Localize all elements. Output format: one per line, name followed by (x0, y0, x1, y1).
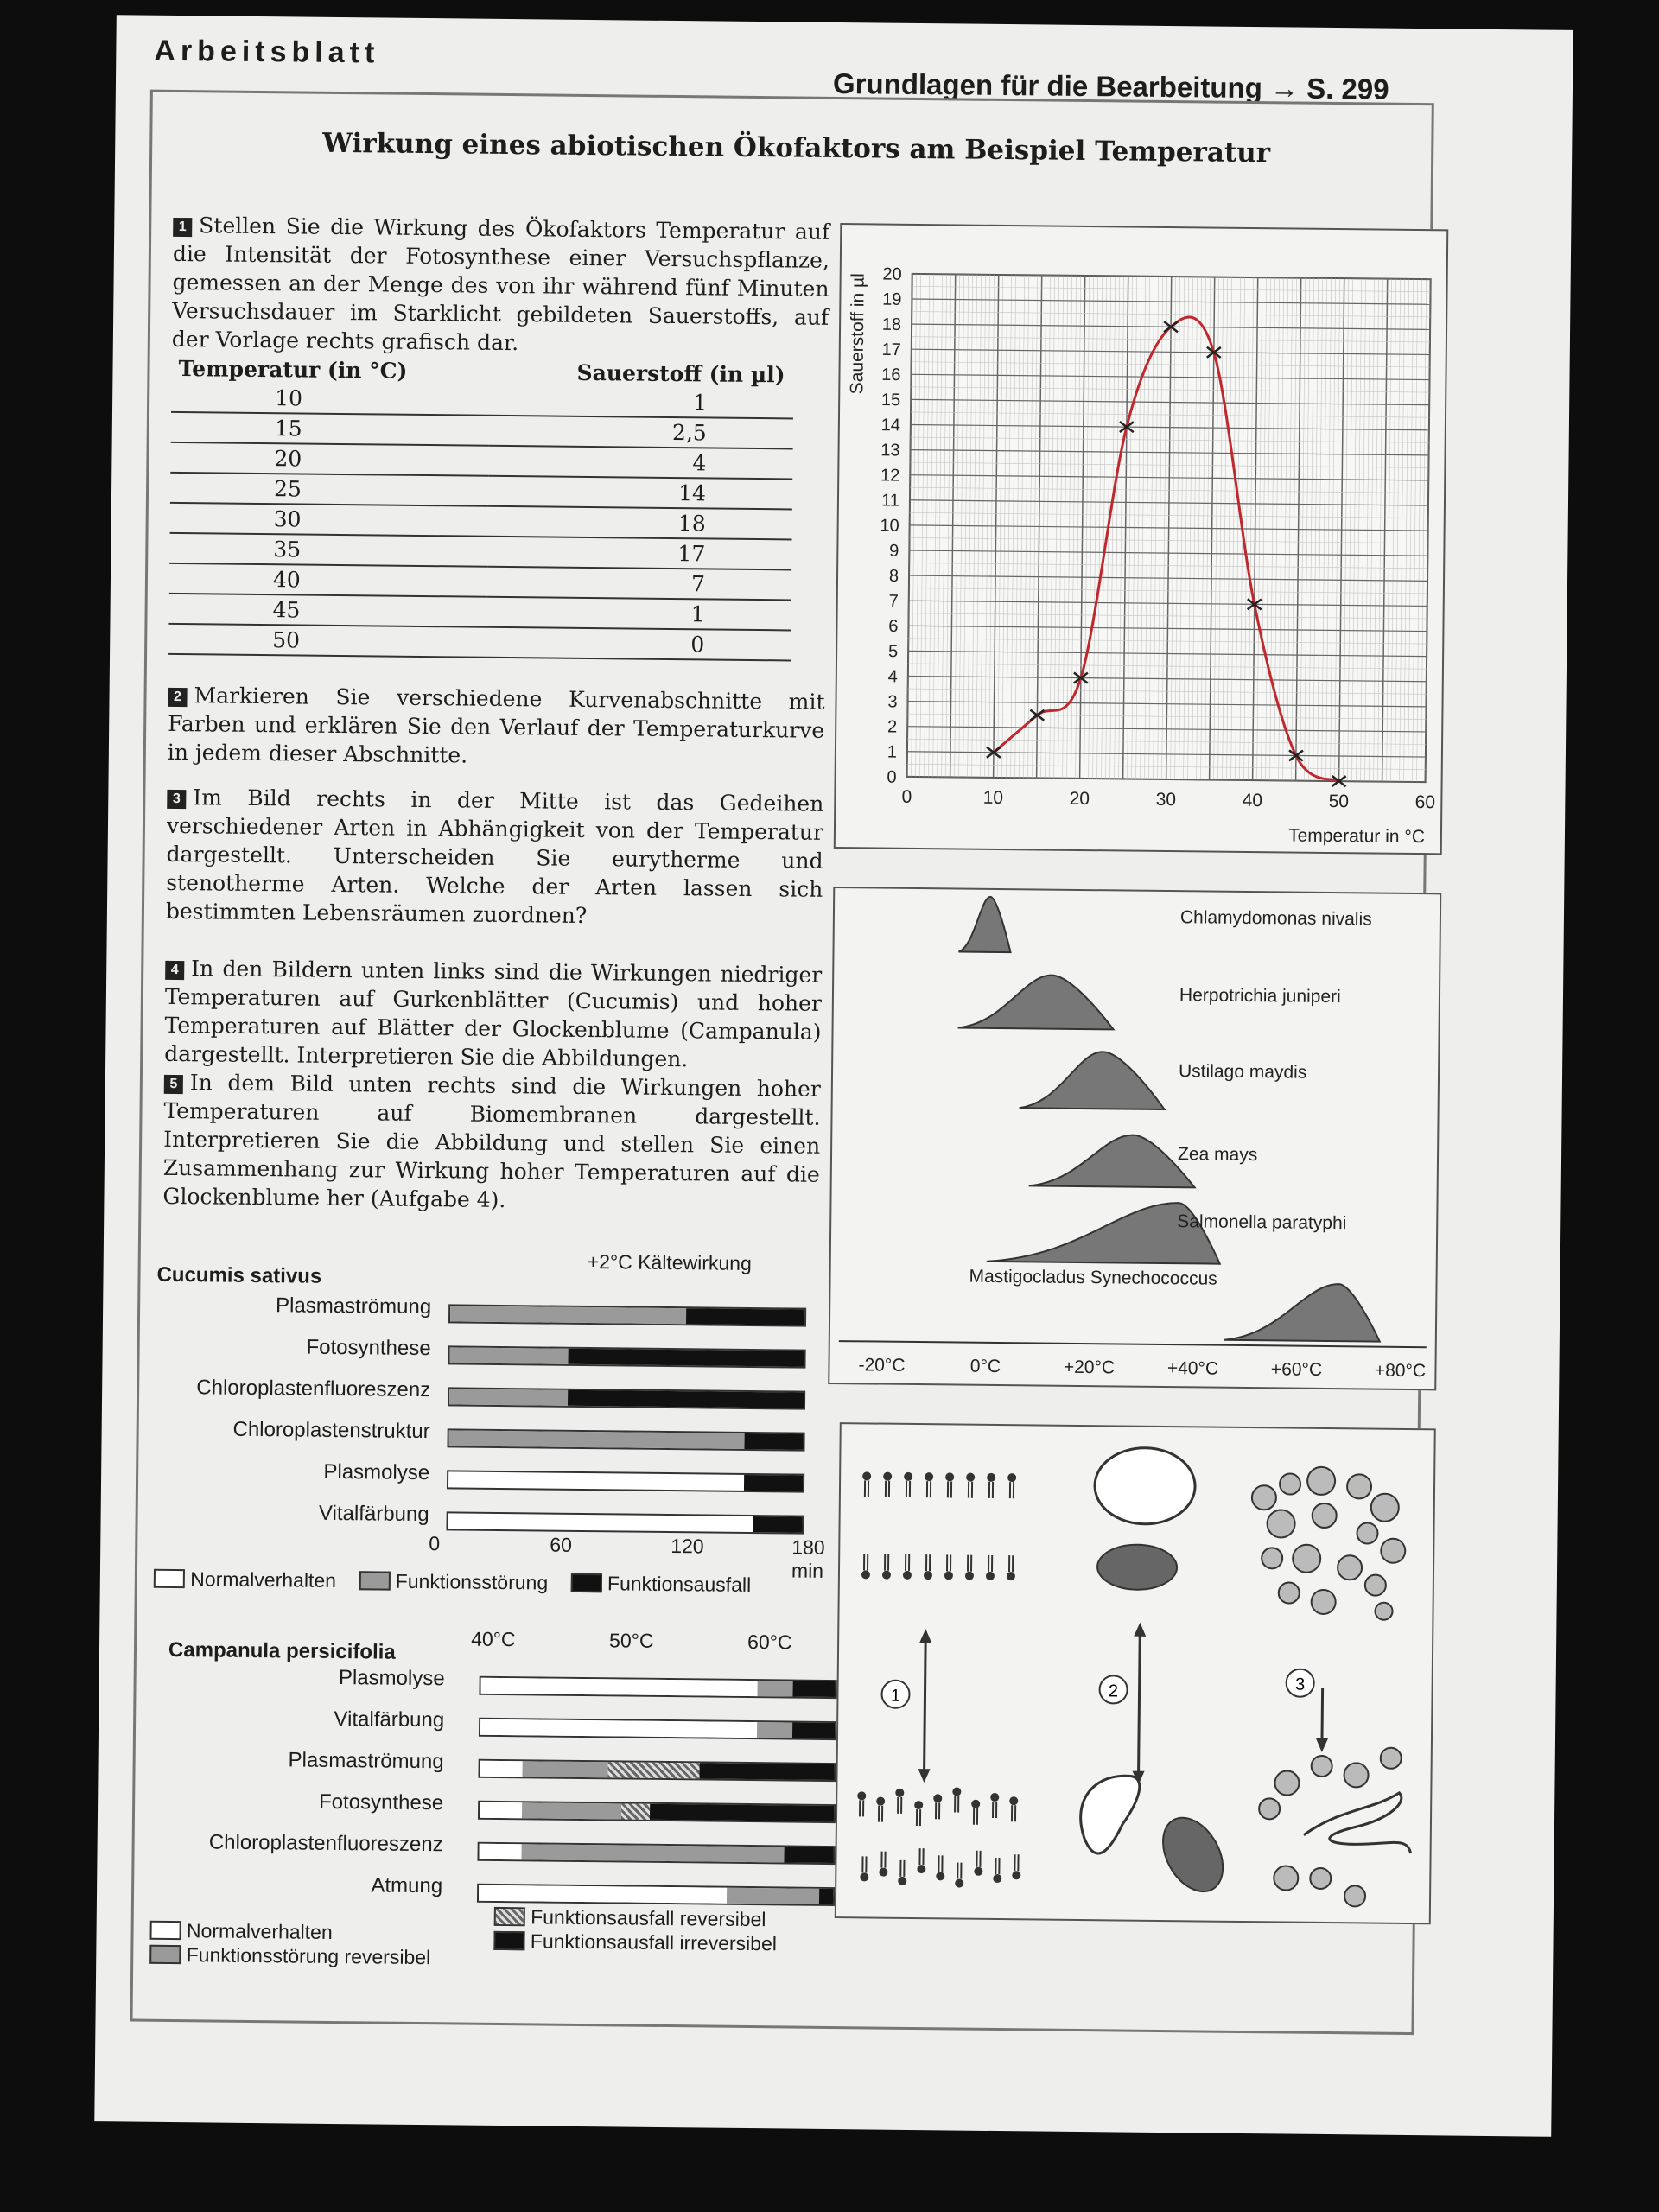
double-arrow-icon (1132, 1623, 1146, 1785)
x-tick-label: 0°C (969, 1356, 1001, 1377)
bar-label: Chloroplastenstruktur (232, 1417, 430, 1444)
bar-track (478, 1801, 836, 1823)
cucumis-bar-chart (135, 1287, 829, 1554)
x-tick-label: 60°C (747, 1630, 792, 1654)
legend-swatch-reversible (494, 1907, 525, 1926)
bar-segment (819, 1889, 834, 1904)
vesicle (1259, 1798, 1280, 1819)
bar-segment-stoerung (448, 1430, 744, 1449)
bar-segment-stoerung (450, 1306, 687, 1324)
temperature-cell: 40 (169, 563, 487, 597)
bar-label: Plasmaströmung (275, 1294, 432, 1319)
task-text: In dem Bild unten rechts sind die Wirkungen hoher Temperaturen auf Biomembranen dargestellt. Interpretieren Sie die Abbildung und stellen Sie einen Zusammenhang zur Wirkung hoher Temperaturen auf die Glockenblume her (Aufgabe 4). (162, 1070, 821, 1213)
x-tick-label: +80°C (1374, 1360, 1427, 1382)
task-text: In den Bildern unten links sind die Wirkungen niedriger Temperaturen auf Gurkenblätter (Cucumis) und hoher Temperaturen auf Blätter der Glockenblume (Campanula) dargestellt. Interpretieren Sie die Abbildungen. (164, 956, 823, 1072)
temperature-cell: 25 (170, 473, 488, 506)
bar-segment (480, 1802, 522, 1819)
species-temperature-chart (830, 888, 1440, 1389)
legend-swatch-irreversible (493, 1931, 524, 1950)
task-5 (162, 1068, 821, 1217)
bar-label: Fotosynthese (306, 1335, 431, 1361)
double-arrow-icon (918, 1629, 931, 1783)
species-label: Chlamydomonas nivalis (1179, 907, 1372, 930)
bar-segment (757, 1681, 792, 1696)
task-number: 1 (173, 218, 192, 237)
species-label: Ustilago maydis (1178, 1061, 1307, 1083)
y-tick-label: 15 (880, 391, 901, 410)
bar-segment-ausfall (744, 1433, 804, 1450)
vesicle (1347, 1474, 1371, 1498)
y-tick-label: 1 (887, 742, 898, 762)
legend-label: Normalverhalten (190, 1567, 337, 1592)
bar-segment (607, 1762, 700, 1778)
task-text: Stellen Sie die Wirkung des Ökofaktors Temperatur auf die Intensität der Fotosynthese einer Versuchspflanze, gemessen an der Menge des von ihr während fünf Minuten Versuchsdauer im Starklicht gebildeten Sauerstoffs, auf der Vorlage rechts grafisch dar. (171, 213, 830, 356)
temperature-cell: 50 (168, 624, 486, 658)
x-tick-label: 20 (1069, 788, 1090, 810)
denatured-protein-dark (1151, 1808, 1235, 1903)
bar-segment (479, 1885, 727, 1904)
species-tolerance-curve (1029, 1134, 1196, 1187)
oxygen-cell: 1 (486, 597, 791, 631)
oxygen-cell: 14 (488, 476, 792, 510)
step-3-label: 3 (1294, 1675, 1306, 1694)
vesicle (1381, 1539, 1405, 1563)
y-tick-label: 0 (887, 767, 897, 787)
y-tick-label: 20 (882, 264, 902, 284)
vesicle (1252, 1485, 1276, 1510)
bar-segment-ausfall (753, 1516, 803, 1533)
oxygen-cell: 7 (487, 567, 791, 601)
oxygen-cell: 17 (487, 537, 791, 570)
bar-segment (522, 1844, 785, 1862)
species-label: Herpotrichia juniperi (1179, 985, 1341, 1007)
legend-swatch-ausfall (570, 1573, 601, 1592)
task-4 (164, 954, 822, 1075)
membrane-diagram (836, 1424, 1434, 1923)
bar-track (447, 1428, 804, 1451)
y-tick-label: 18 (881, 315, 902, 334)
bar-track (477, 1884, 835, 1906)
bar-segment (792, 1681, 835, 1698)
y-tick-label: 10 (880, 516, 899, 536)
x-tick-label: 60 (1414, 792, 1436, 813)
vesicle (1310, 1868, 1331, 1889)
cucumis-title: Cucumis sativus (156, 1262, 322, 1288)
cucumis-treatment: +2°C Kältewirkung (587, 1250, 752, 1275)
oxygen-cell: 4 (488, 446, 792, 480)
species-tolerance-curve (1020, 1051, 1166, 1109)
bar-label: Plasmaströmung (288, 1748, 444, 1774)
bar-label: Vitalfärbung (318, 1501, 429, 1527)
x-axis-label: Temperatur in °C (1288, 825, 1426, 848)
species-tolerance-curve (1224, 1283, 1381, 1342)
bar-segment (700, 1763, 835, 1780)
page-title: Wirkung eines abiotischen Ökofaktors am Beispiel Temperatur (322, 127, 1271, 169)
bar-segment (784, 1847, 834, 1863)
y-axis-label: Sauerstoff in µl (847, 273, 868, 395)
oxygen-cell: 0 (486, 627, 791, 661)
vesicle (1375, 1603, 1392, 1620)
temperature-cell: 30 (170, 503, 488, 537)
oxygen-cell: 2,5 (489, 416, 793, 449)
legend-label: Normalverhalten (186, 1919, 333, 1943)
down-arrow-icon (1316, 1688, 1329, 1752)
disrupted-bilayer (856, 1786, 1021, 1888)
bar-segment-stoerung (449, 1389, 568, 1405)
legend-label: Funktionsstörung (395, 1569, 549, 1594)
task-number: 4 (165, 961, 184, 980)
x-tick-label: -20°C (858, 1355, 906, 1376)
vesicle (1381, 1748, 1402, 1769)
bar-label: Plasmolyse (323, 1459, 430, 1485)
y-tick-label: 8 (888, 566, 899, 586)
bar-track (448, 1345, 805, 1368)
x-tick-label: 10 (982, 787, 1004, 809)
step-1-label: 1 (890, 1686, 901, 1706)
vesicle (1274, 1866, 1298, 1890)
bar-label: Chloroplastenfluoreszenz (196, 1376, 431, 1402)
vesicle (1365, 1574, 1386, 1595)
y-tick-label: 4 (887, 667, 898, 687)
y-tick-label: 14 (880, 416, 901, 435)
task-text: Im Bild rechts in der Mitte ist das Gedeihen verschiedener Arten in Abhängigkeit von der Temperatur dargestellt. Unterscheiden Sie eurytherme und stenotherme Arten. Welche der Arten lassen sich bestimmten Lebensräumen zuordnen? (165, 785, 824, 928)
bar-label: Chloroplastenfluoreszenz (208, 1830, 443, 1857)
legend-label: Funktionsausfall irreversibel (530, 1929, 778, 1955)
x-tick-label: 120 (671, 1535, 704, 1558)
bar-track (447, 1470, 804, 1492)
campanula-bar-chart (149, 1657, 842, 1923)
bar-segment (480, 1719, 757, 1738)
species-chart-box (828, 887, 1441, 1390)
x-tick-label: 40 (1242, 790, 1263, 811)
photosynthesis-line-chart (836, 225, 1447, 853)
data-table (168, 354, 794, 662)
bar-segment (621, 1803, 650, 1819)
bar-segment-ausfall (568, 1390, 804, 1408)
y-tick-label: 19 (882, 289, 902, 309)
y-tick-label: 7 (888, 591, 899, 612)
y-tick-label: 6 (888, 617, 899, 637)
vesicle (1312, 1756, 1332, 1777)
oxygen-cell: 18 (488, 506, 792, 540)
y-tick-label: 5 (887, 642, 899, 662)
campanula-title: Campanula persicifolia (168, 1637, 396, 1664)
bar-track (448, 1387, 805, 1409)
vesicle (1280, 1473, 1300, 1494)
step-2-label: 2 (1108, 1681, 1119, 1701)
protein-shape-intact (1095, 1447, 1196, 1524)
x-tick-label: 180 min (791, 1535, 825, 1582)
table-row (168, 624, 791, 661)
x-tick-label: 40°C (471, 1627, 516, 1651)
campanula-legend (149, 1918, 430, 1969)
task-number: 2 (168, 688, 187, 707)
bar-track (448, 1304, 806, 1326)
vesicle (1262, 1548, 1282, 1568)
temperature-cell: 15 (171, 412, 489, 446)
bar-track (479, 1676, 836, 1699)
x-tick-label: +60°C (1270, 1359, 1323, 1380)
bar-label: Atmung (371, 1873, 443, 1898)
x-tick-label: +40°C (1166, 1358, 1219, 1379)
membrane-diagram-box (835, 1422, 1436, 1924)
y-tick-label: 3 (887, 692, 898, 712)
task-3 (166, 783, 824, 932)
species-tolerance-curve (958, 975, 1115, 1030)
vesicle (1307, 1467, 1335, 1495)
bar-label: Fotosynthese (318, 1789, 444, 1815)
vesicle (1357, 1522, 1377, 1543)
temperature-cell: 10 (171, 383, 489, 416)
vesicle (1371, 1494, 1399, 1522)
species-tolerance-curve (959, 897, 1012, 953)
y-tick-label: 13 (880, 441, 900, 461)
cucumis-axis (429, 1532, 843, 1582)
legend-label: Funktionsausfall reversibel (531, 1905, 766, 1931)
oxygen-cell: 1 (489, 386, 793, 419)
table-header-oxygen: Sauerstoff (in µl) (576, 359, 785, 388)
vesicle (1312, 1590, 1336, 1614)
campanula-axis (471, 1628, 834, 1661)
worksheet-label: Arbeitsblatt (154, 34, 380, 70)
bar-segment-ausfall (686, 1308, 804, 1325)
bar-segment (479, 1844, 521, 1860)
temperature-cell: 20 (170, 442, 488, 476)
bar-segment-stoerung (449, 1347, 568, 1363)
photosynthesis-chart-box (834, 223, 1449, 855)
y-tick-label: 16 (881, 365, 901, 385)
bar-segment (523, 1761, 608, 1777)
bar-track (479, 1718, 836, 1740)
campanula-legend-2 (493, 1904, 777, 1955)
y-tick-label: 12 (880, 466, 900, 486)
bar-segment (650, 1804, 834, 1821)
x-tick-label: 60 (550, 1533, 573, 1556)
bar-track (478, 1759, 836, 1782)
legend-swatch-stoerung (149, 1945, 181, 1964)
bar-track (446, 1511, 804, 1534)
bar-segment-ausfall (744, 1475, 804, 1491)
task-text: Markieren Sie verschiedene Kurvenabschnitte mit Farben und erklären Sie den Verlauf der Temperaturkurve in jedem dieser Abschnitte. (167, 683, 825, 768)
legend-label: Funktionsstörung reversibel (186, 1943, 431, 1969)
table-header-temperature: Temperatur (in °C) (178, 356, 408, 384)
bar-segment (757, 1722, 792, 1738)
legend-swatch-stoerung (359, 1571, 390, 1590)
vesicle (1338, 1555, 1362, 1580)
bar-segment-ausfall (568, 1349, 804, 1367)
species-label: Salmonella paratyphi (1177, 1211, 1347, 1234)
y-tick-label: 17 (881, 340, 901, 360)
task-number: 5 (164, 1075, 183, 1094)
y-tick-label: 9 (889, 541, 899, 561)
x-tick-label: 0 (429, 1532, 441, 1555)
species-label: Zea mays (1177, 1144, 1258, 1166)
x-tick-label: 50°C (609, 1629, 654, 1652)
x-tick-label: 50 (1328, 791, 1350, 812)
x-tick-label: +20°C (1063, 1357, 1116, 1378)
legend-swatch-normal (149, 1921, 181, 1940)
vesicle (1313, 1503, 1337, 1528)
legend-label: Funktionsausfall (607, 1572, 752, 1597)
bar-label: Plasmolyse (338, 1666, 445, 1691)
bar-segment (480, 1678, 757, 1696)
vesicle (1344, 1885, 1365, 1906)
bar-segment (522, 1802, 621, 1819)
y-tick-label: 2 (887, 717, 898, 737)
vesicle (1344, 1763, 1368, 1787)
x-tick-label: 30 (1155, 789, 1177, 810)
vesicle (1279, 1582, 1300, 1603)
y-tick-label: 11 (881, 491, 900, 511)
temperature-cell: 35 (169, 533, 487, 567)
temperature-cell: 45 (168, 594, 486, 627)
species-tolerance-curve (987, 1201, 1221, 1264)
legend-swatch-normal (154, 1569, 185, 1588)
protein-shape-dark (1097, 1544, 1178, 1590)
temperature-axis (839, 1341, 1427, 1347)
bar-segment (480, 1761, 522, 1777)
bar-segment (792, 1723, 835, 1739)
bar-label: Vitalfärbung (334, 1707, 445, 1732)
task-1 (172, 211, 830, 360)
bar-track (477, 1842, 835, 1865)
denatured-protein-light (1080, 1776, 1140, 1854)
x-tick-label: 0 (901, 786, 912, 807)
bar-segment (727, 1888, 819, 1904)
vesicle (1274, 1770, 1299, 1795)
task-2 (168, 681, 825, 773)
page-reference: Grundlagen für die Bearbeitung → S. 299 (832, 67, 1389, 105)
vesicle (1293, 1545, 1320, 1573)
intact-bilayer (861, 1471, 1016, 1580)
membrane-fragment (1304, 1792, 1412, 1853)
vesicle (1267, 1510, 1294, 1537)
worksheet-page (94, 15, 1573, 2137)
species-label: Mastigocladus Synechococcus (969, 1266, 1217, 1289)
vesicles-cluster (1248, 1466, 1406, 1907)
task-number: 3 (167, 790, 186, 809)
